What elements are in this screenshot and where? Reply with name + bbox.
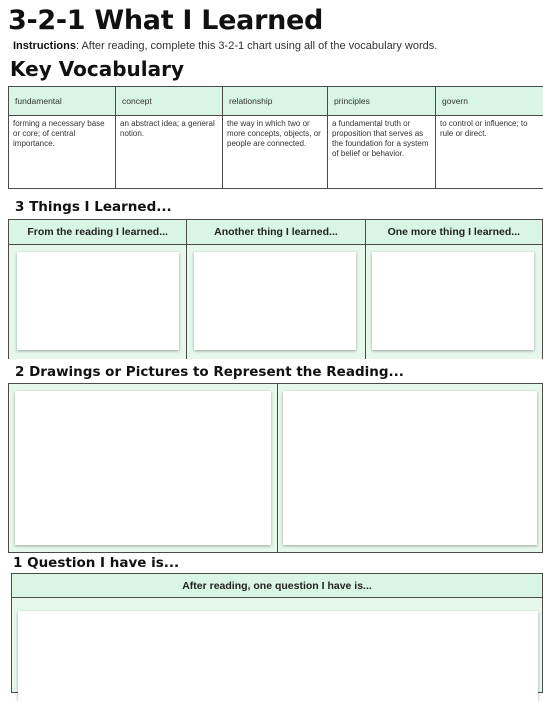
vocab-term: govern — [436, 87, 543, 116]
drawing-cell — [9, 384, 278, 552]
things-cell — [187, 245, 365, 359]
answer-box-3[interactable] — [372, 252, 534, 350]
vocab-term: concept — [116, 87, 223, 116]
vocabulary-term-row — [9, 87, 543, 116]
vocab-term: principles — [328, 87, 436, 116]
vocabulary-table — [8, 86, 543, 189]
vocab-definition: forming a necessary base or core; of central importance. — [9, 116, 116, 189]
things-column-header: One more thing I learned... — [366, 220, 542, 244]
question-box — [11, 573, 543, 693]
vocab-definition: to control or influence; to rule or direct. — [436, 116, 543, 189]
answer-box-2[interactable] — [194, 252, 356, 350]
things-cell — [366, 245, 542, 359]
vocab-definition: a fundamental truth or proposition that serves as the foundation for a system of belief or behavior. — [328, 116, 436, 189]
things-column-header: Another thing I learned... — [187, 220, 365, 244]
question-answer-box[interactable] — [18, 611, 538, 701]
question-prompt: After reading, one question I have is... — [12, 574, 542, 598]
things-column-header: From the reading I learned... — [9, 220, 187, 244]
vocab-definition: an abstract idea; a general notion. — [116, 116, 223, 189]
answer-box-1[interactable] — [17, 252, 179, 350]
vocab-term: relationship — [223, 87, 328, 116]
vocabulary-definition-row — [9, 116, 543, 189]
three-things-body — [9, 245, 542, 359]
page-title: 3-2-1 What I Learned — [8, 4, 323, 38]
drawing-box-1[interactable] — [15, 391, 271, 545]
drawings-heading: 2 Drawings or Pictures to Represent the Reading... — [15, 364, 404, 380]
instructions-label: Instructions — [13, 40, 76, 52]
things-heading: 3 Things I Learned... — [15, 199, 172, 215]
three-things-header — [9, 220, 542, 245]
instructions-text: : After reading, complete this 3-2-1 chart using all of the vocabulary words. — [76, 40, 437, 52]
three-things-grid — [8, 219, 543, 359]
question-heading: 1 Question I have is... — [13, 555, 179, 571]
drawing-box-2[interactable] — [283, 391, 537, 545]
things-cell — [9, 245, 187, 359]
instructions — [13, 40, 437, 52]
drawing-cell — [278, 384, 543, 552]
vocab-definition: the way in which two or more concepts, objects, or people are connected. — [223, 116, 328, 189]
vocab-term: fundamental — [9, 87, 116, 116]
drawings-grid — [8, 383, 543, 553]
vocab-heading: Key Vocabulary — [10, 57, 184, 81]
